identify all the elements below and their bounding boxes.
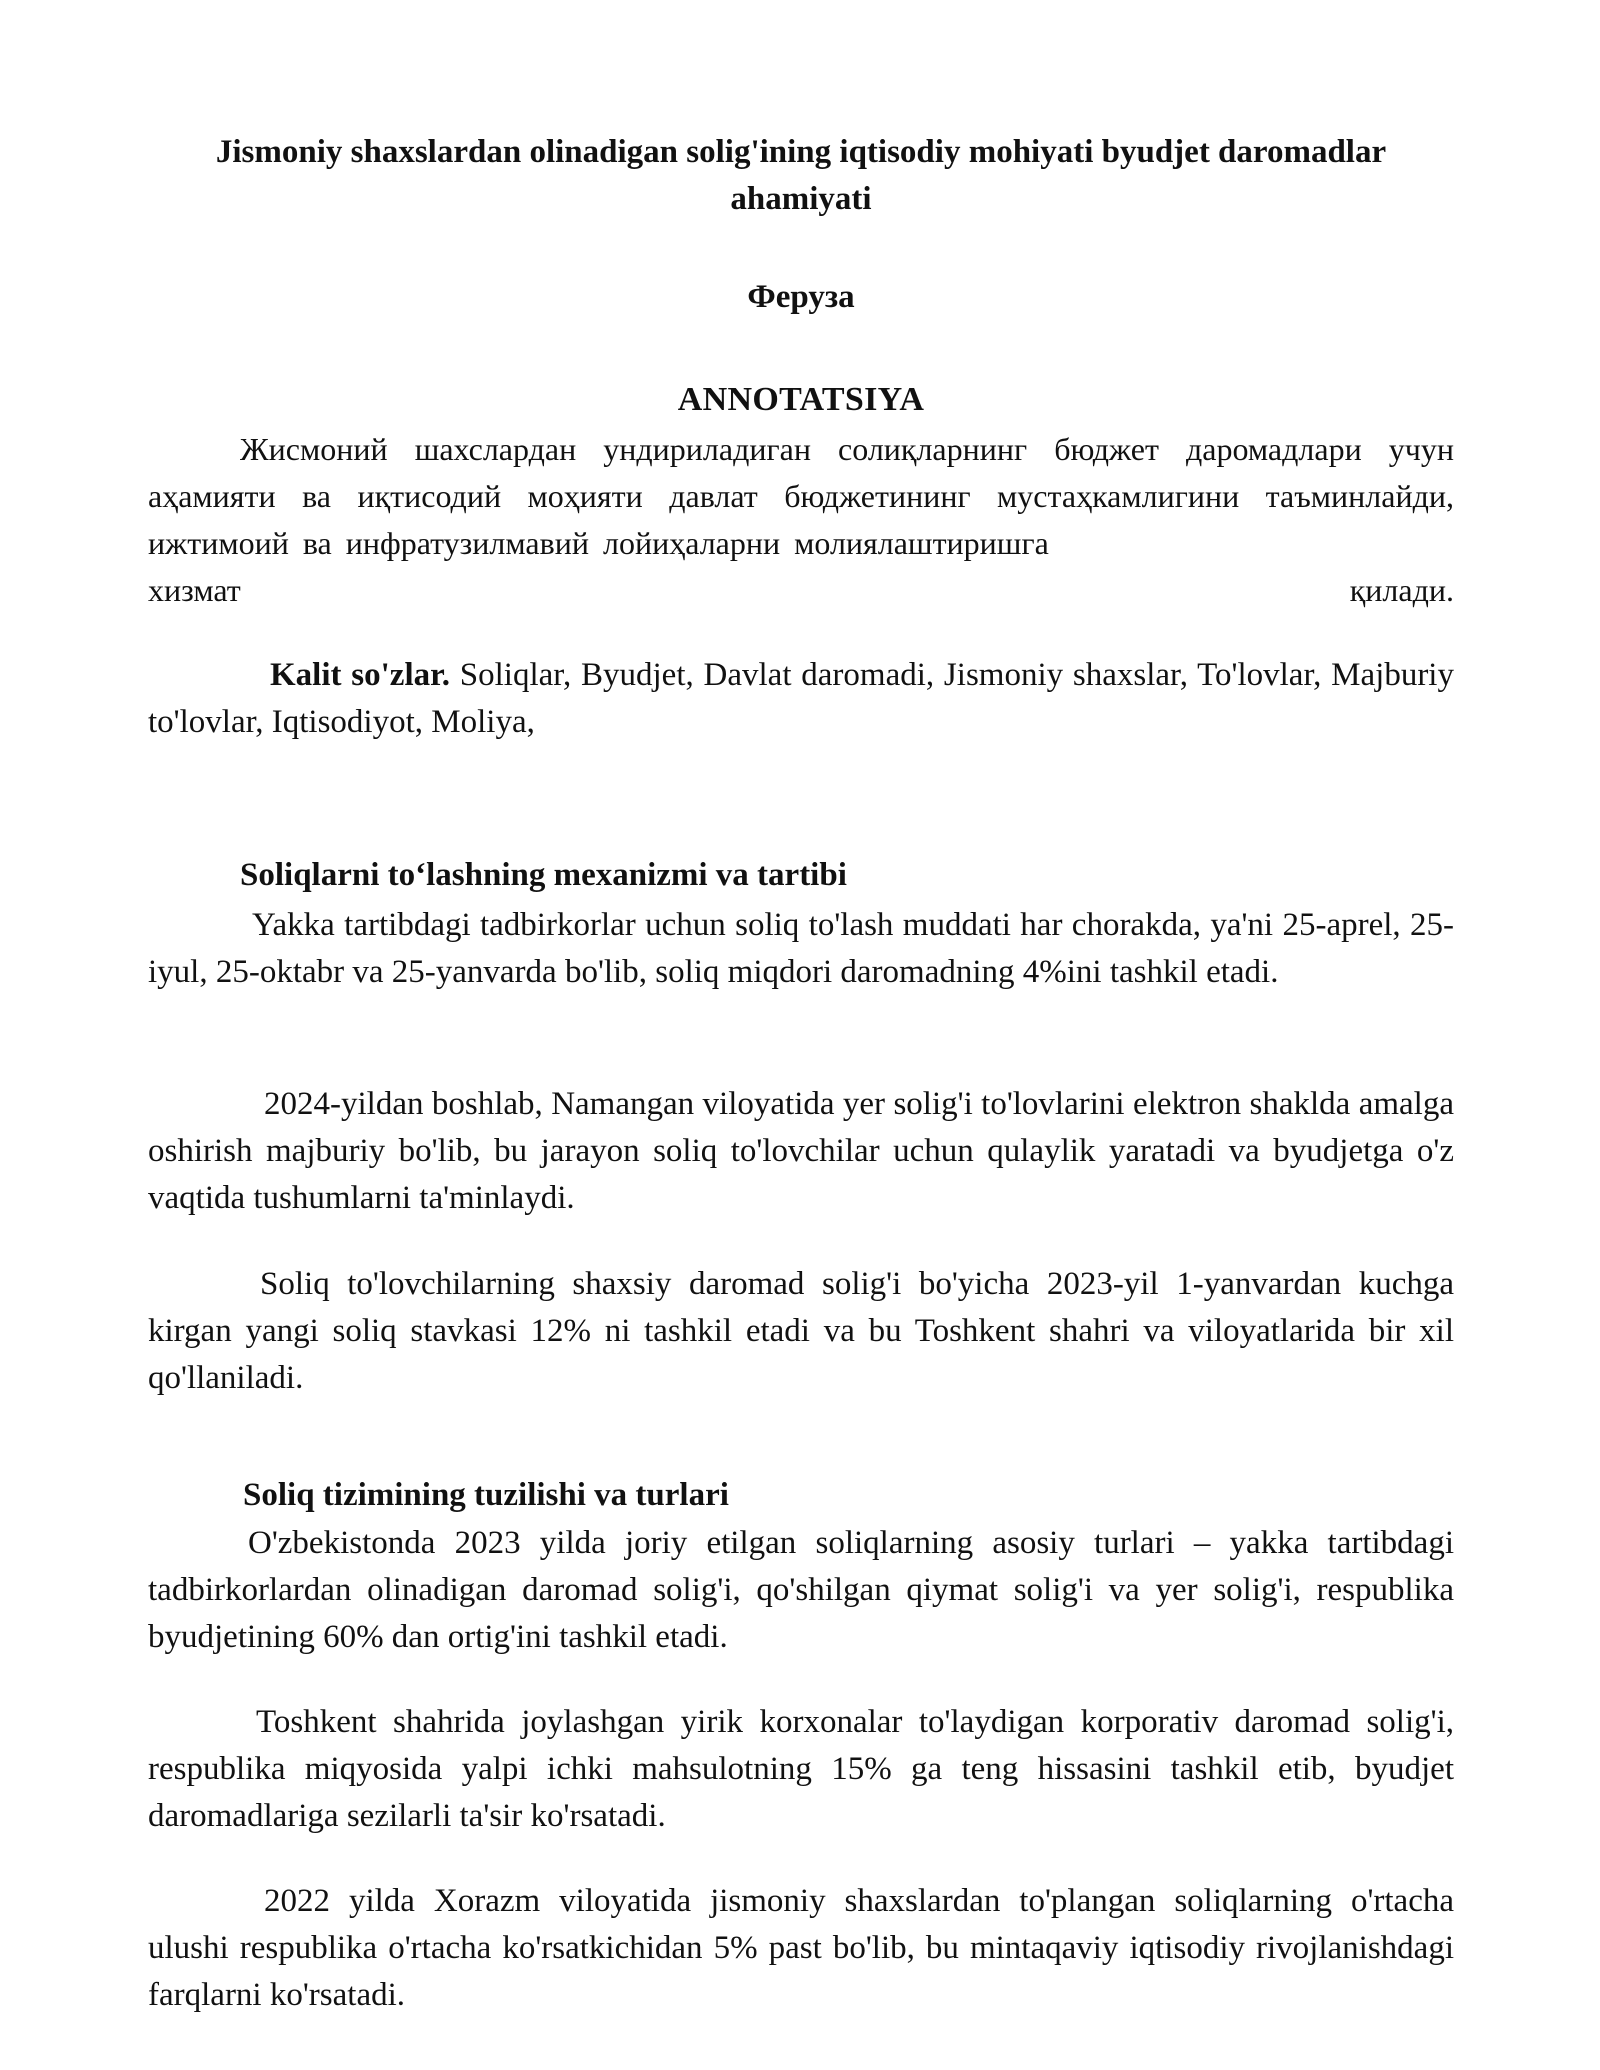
annotation-last-word-right: қилади. — [1349, 572, 1454, 608]
annotation-last-line — [148, 567, 1454, 614]
author-name: Феруза — [747, 279, 855, 315]
section2-paragraph-1: O'zbekistonda 2023 yilda joriy etilgan soliqlarning asosiy turlari – yakka tartibdagi tadbirkorlardan olinadigan daromad solig'i, qo'shilgan qiymat solig'i va yer solig'i, respublika byudjetining 60% dan ortig'ini tashkil etadi. — [148, 1525, 1454, 1655]
annotation-last-word-left: хизмат — [148, 572, 241, 608]
section1-paragraph-3: Soliq to'lovchilarning shaxsiy daromad solig'i bo'yicha 2023-yil 1-yanvardan kuchga kirgan yangi soliq stavkasi 12% ni tashkil etadi va bu Toshkent shahri va viloyatlarida bir xil qo'llaniladi. — [148, 1266, 1454, 1396]
section2-paragraph-3: 2022 yilda Xorazm viloyatida jismoniy shaxslardan to'plangan soliqlarning o'rtacha ulushi respublika o'rtacha ko'rsatkichidan 5% past bo'lib, bu mintaqaviy iqtisodiy rivojlanishdagi farqlarni ko'rsatadi. — [148, 1883, 1454, 2013]
annotation-heading: ANNOTATSIYA — [677, 381, 925, 418]
keywords-text: Soliqlar, Byudjet, Davlat daromadi, Jismoniy shaxslar, To'lovlar, Majburiy to'lovlar, Iqtisodiyot, Moliya, — [148, 657, 1454, 740]
keywords-paragraph — [148, 652, 1454, 746]
section-heading-tax-system: Soliq tizimining tuzilishi va turlari — [243, 1477, 729, 1513]
section1-paragraph-1: Yakka tartibdagi tadbirkorlar uchun soliq to'lash muddati har chorakda, ya'ni 25-aprel, 25-iyul, 25-oktabr va 25-yanvarda bo'lib, soliq miqdori daromadning 4%ini tashkil etadi. — [148, 907, 1454, 990]
keywords-label: Kalit so'zlar. — [270, 657, 450, 693]
section2-paragraph-2: Toshkent shahrida joylashgan yirik korxonalar to'laydigan korporativ daromad solig'i, respublika miqyosida yalpi ichki mahsulotning 15% ga teng hissasini tashkil etib, byudjet daromadlariga sezilarli ta'sir ko'rsatadi. — [148, 1704, 1454, 1834]
document-title: Jismoniy shaxslardan olinadigan solig'ining iqtisodiy mohiyati byudjet daromadlar ahamiyati — [215, 134, 1387, 217]
section-heading-payment-mechanism: Soliqlarni to‘lashning mexanizmi va tartibi — [240, 857, 847, 893]
annotation-body: Жисмоний шахслардан ундириладиган солиқларнинг бюджет даромадлари учун аҳамияти ва иқтисодий моҳияти давлат бюджетининг мустаҳкамлигини таъминлайди, ижтимоий ва инфратузилмавий лойиҳаларни молиялаштиришга — [148, 431, 1454, 561]
annotation-text — [148, 426, 1454, 614]
section1-paragraph-2: 2024-yildan boshlab, Namangan viloyatida yer solig'i to'lovlarini elektron shaklda amalga oshirish majburiy bo'lib, bu jarayon soliq to'lovchilar uchun qulaylik yaratadi va byudjetga o'z vaqtida tushumlarni ta'minlaydi. — [148, 1086, 1454, 1216]
